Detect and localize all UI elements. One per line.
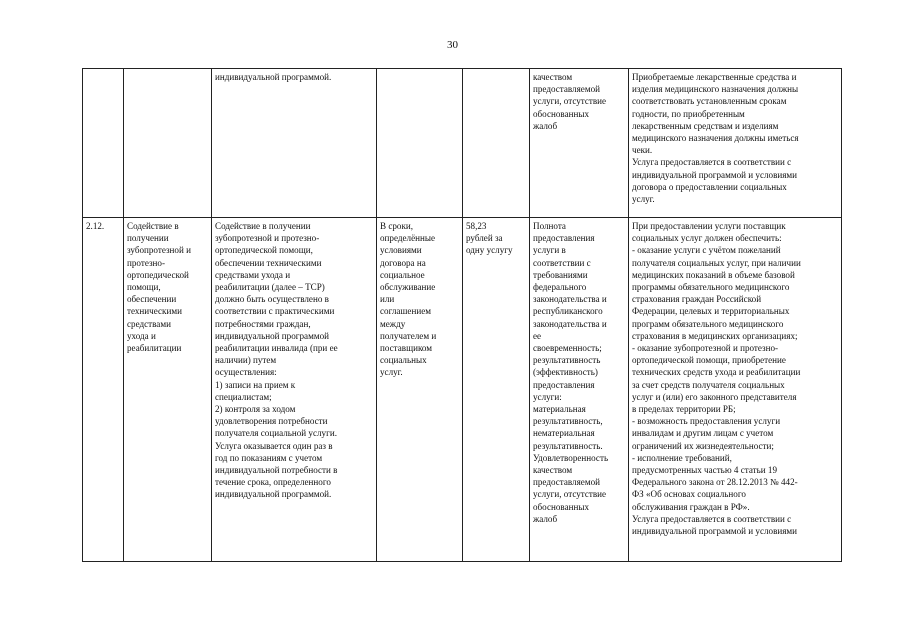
service-quality: качеством предоставляемой услуги, отсутствие обоснованных жалоб [533, 72, 607, 131]
service-description-cell [212, 218, 377, 562]
row-number-cell [83, 218, 124, 562]
service-price: 58,23 рублей за одну услугу [466, 221, 513, 256]
service-name: Содействие в получении зубопротезной и протезно- ортопедической помощи, обеспечении техническими средствами ухода и реабилитации [127, 221, 191, 354]
service-conditions-cell [629, 69, 842, 218]
service-price-cell [463, 218, 530, 562]
table-row [83, 69, 842, 218]
service-terms-cell [377, 69, 463, 218]
service-conditions-cell [629, 218, 842, 562]
service-terms: В сроки, определённые условиями договора на социальное обслуживание или соглашением между получателем и поставщиком социальных услуг. [380, 221, 437, 378]
service-name-cell [124, 218, 212, 562]
service-description-cell [212, 69, 377, 218]
table-row [83, 218, 842, 562]
service-conditions: При предоставлении услуги поставщик социальных услуг должен обеспечить: - оказание услуги с учётом пожеланий получателя социальных услуг, при наличии медицинских показаний в объеме базовой программы обязательного медицинского страхования граждан Российской Федерации, целевых и территориальных программ обязательного медицинского страхования в медицинских организациях; - оказание зубопротезной и протезно- ортопедической помощи, приобретение технических средств ухода и реабилитации за счет средств получателя социальных услуг и (или) его законного представителя в пределах территории РБ; - возможность предоставления услуги инвалидам и другим лицам с учетом ограничений их жизнедеятельности; - исполнение требований, предусмотренных частью 4 статьи 19 Федерального закона от 28.12.2013 № 442- ФЗ «Об основах социального обслуживания граждан в РФ». Услуга предоставляется в соответствии с индивидуальной программой и условиями [632, 221, 801, 537]
service-conditions: Приобретаемые лекарственные средства и изделия медицинского назначения должны соответствовать установленным срокам годности, по приобретенным лекарственным средствам и изделиям медицинского назначения должны иметься чеки. Услуга предоставляется в соответствии с индивидуальной программой и условиями договора о предоставлении социальных услуг. [632, 72, 799, 205]
service-quality-cell [530, 69, 629, 218]
service-quality: Полнота предоставления услуги в соответствии с требованиями федерального законодательства и республиканского законодательства и ее своевременность; результативность (эффективность) предоставления услуги: материальная результативность, нематериальная результативность. Удовлетворенность качеством предоставляемой услуги, отсутствие обоснованных жалоб [533, 221, 609, 524]
row-number: 2.12. [86, 221, 105, 231]
service-quality-cell [530, 218, 629, 562]
service-description: индивидуальной программой. [215, 72, 332, 82]
service-terms-cell [377, 218, 463, 562]
services-table [82, 68, 842, 562]
service-description: Содействие в получении зубопротезной и протезно- ортопедической помощи, обеспечении техническими средствами ухода и реабилитации (далее – ТСР) должно быть осуществлено в соответствии с практическими потребностями граждан, индивидуальной программой реабилитации инвалида (при ее наличии) путем осуществления: 1) записи на прием к специалистам; 2) контроля за ходом удовлетворения потребности получателя социальной услуги. Услуга оказывается один раз в год по показаниям с учетом индивидуальной потребности в течение срока, определенного индивидуальной программой. [215, 221, 338, 500]
page-number: 30 [447, 39, 458, 51]
service-price-cell [463, 69, 530, 218]
row-number-cell [83, 69, 124, 218]
service-name-cell [124, 69, 212, 218]
